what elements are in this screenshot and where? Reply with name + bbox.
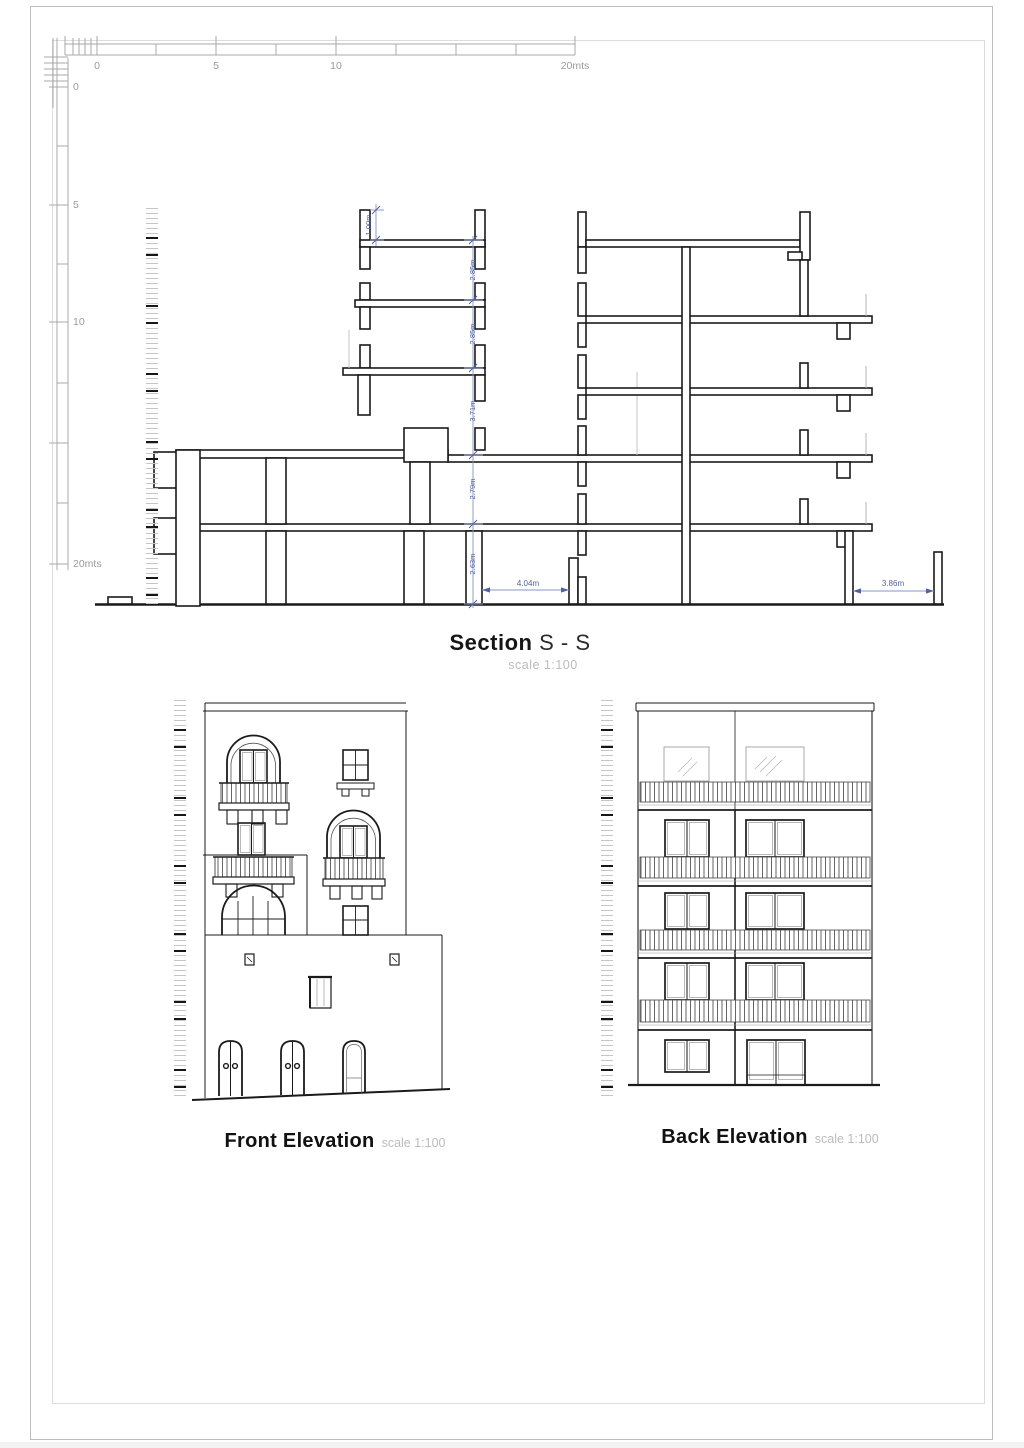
section-drawing <box>95 210 944 606</box>
front-elevation-scale-note: scale 1:100 <box>381 1136 446 1150</box>
left-ruler-label-0: 0 <box>73 81 79 93</box>
dim-label-passage: 4.04m <box>516 579 540 588</box>
left-ruler-label-20: 20mts <box>73 558 102 570</box>
level-staff-section <box>146 208 158 608</box>
dim-label-floor-3: 3.71m <box>468 400 477 422</box>
dim-label-yard: 3.86m <box>881 579 905 588</box>
section-scale-note: scale 1:100 <box>508 658 578 672</box>
section-title <box>360 630 680 656</box>
dim-label-floor-5: 2.85m <box>468 259 477 281</box>
top-ruler-label-5: 5 <box>213 60 219 72</box>
dim-label-parapet: 1.00m <box>364 214 373 236</box>
left-ruler-label-10: 10 <box>73 316 85 328</box>
dim-label-floor-2: 2.79m <box>468 478 477 500</box>
front-elevation-title <box>190 1130 480 1153</box>
top-ruler-label-20: 20mts <box>560 60 590 72</box>
section-title-suffix: S - S <box>539 630 591 655</box>
front-elevation-title-text: Front Elevation <box>224 1130 375 1152</box>
left-ruler-label-5: 5 <box>73 199 79 211</box>
left-ruler <box>44 38 68 570</box>
level-staff-back-elevation <box>601 700 613 1100</box>
back-elevation-title-text: Back Elevation <box>661 1126 808 1148</box>
front-elevation-drawing <box>192 703 450 1100</box>
dim-label-floor-1: 2.63m <box>468 553 477 575</box>
top-ruler <box>65 36 575 55</box>
top-ruler-label-10: 10 <box>330 60 342 72</box>
section-title-bold: Section <box>449 630 533 655</box>
back-elevation-scale-note: scale 1:100 <box>814 1132 879 1146</box>
back-elevation-title <box>625 1126 915 1149</box>
dim-label-floor-4: 2.85m <box>468 323 477 345</box>
level-staff-front-elevation <box>174 700 186 1100</box>
top-ruler-label-0: 0 <box>94 60 100 72</box>
back-elevation-drawing <box>628 703 880 1085</box>
